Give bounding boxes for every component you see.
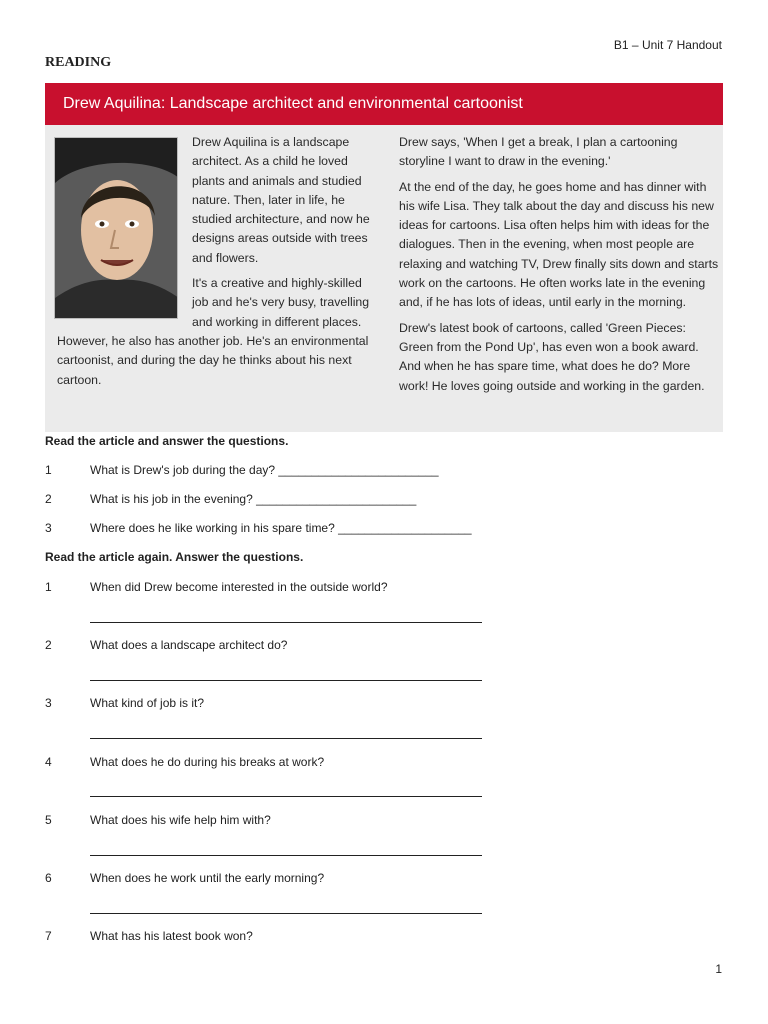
article-left-column [45, 125, 378, 432]
answer-line[interactable] [90, 796, 482, 797]
exercise1-instruction: Read the article and answer the questions. [45, 434, 289, 448]
left-paragraph-2: It's a creative and highly-skilled job and he's very busy, travelling and working in different places. However, he also has another job. He's an environmental cartoonist, and during the day he thinks about his next cartoon. [57, 276, 370, 387]
question-text: What kind of job is it? [90, 696, 205, 710]
question-number: 1 [45, 463, 52, 477]
question-text: What does a landscape architect do? [90, 638, 288, 652]
article-title: Drew Aquilina: Landscape architect and environmental cartoonist [45, 83, 723, 125]
question-text: When did Drew become interested in the outside world? [90, 580, 388, 594]
unit-label: B1 – Unit 7 Handout [613, 38, 722, 52]
portrait-photo [54, 137, 178, 319]
question-text: What does he do during his breaks at work? [90, 755, 325, 769]
right-paragraph-1: Drew says, 'When I get a break, I plan a cartooning storyline I want to draw in the evening.' [399, 135, 678, 169]
question-number: 6 [45, 871, 52, 885]
question-text: What is Drew's job during the day? ________________________ [90, 463, 439, 477]
question-number: 3 [45, 696, 52, 710]
answer-line[interactable] [90, 622, 482, 623]
answer-line[interactable] [90, 680, 482, 681]
question-text: What does his wife help him with? [90, 813, 271, 827]
question-text: Where does he like working in his spare time? ____________________ [90, 521, 472, 535]
question-number: 4 [45, 755, 52, 769]
question-number: 5 [45, 813, 52, 827]
question-number: 3 [45, 521, 52, 535]
answer-line[interactable] [90, 913, 482, 914]
right-paragraph-2: At the end of the day, he goes home and has dinner with his wife Lisa. They talk about the day and discuss his new ideas for cartoons. Lisa often helps him with ideas for the dialogues. Then in the evening, when most people are relaxing and watching TV, Drew finally sits down and starts work on the cartoons. He often works late in the evening and, if he has lots of ideas, until early in the morning. [399, 179, 719, 310]
right-paragraph-3: Drew's latest book of cartoons, called 'Green Pieces: Green from the Pond Up', has even won a book award. And when he has spare time, what does he do? More work! He loves going outside and working in the garden. [399, 320, 705, 393]
question-text: What has his latest book won? [90, 929, 253, 943]
page-number: 1 [715, 962, 722, 976]
exercise2-instruction: Read the article again. Answer the questions. [45, 550, 304, 564]
article-right-column [399, 133, 721, 402]
answer-line[interactable] [90, 738, 482, 739]
question-number: 1 [45, 580, 52, 594]
question-number: 2 [45, 492, 52, 506]
question-number: 2 [45, 638, 52, 652]
section-heading: READING [45, 55, 112, 70]
question-text: What is his job in the evening? ________________________ [90, 492, 417, 506]
left-paragraph-1: Drew Aquilina is a landscape architect. As a child he loved plants and animals and studied nature. Then, later in life, he studied architecture, and now he designs areas outside with trees and flowers. [192, 135, 370, 265]
answer-line[interactable] [90, 855, 482, 856]
article-box [45, 83, 723, 432]
question-number: 7 [45, 929, 52, 943]
question-text: When does he work until the early morning? [90, 871, 325, 885]
